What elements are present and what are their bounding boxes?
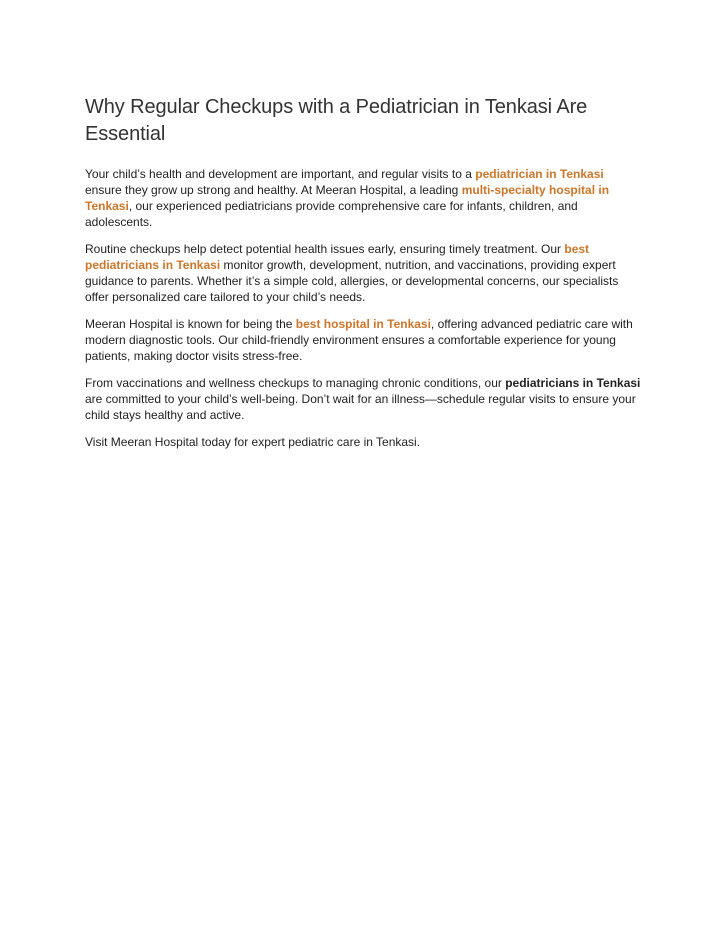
document-page [85, 94, 641, 461]
paragraph-text: Meeran Hospital is known for being the [85, 317, 296, 331]
paragraph-text: ensure they grow up strong and healthy. At Meeran Hospital, a leading [85, 183, 462, 197]
link-pediatrician-in-tenkasi[interactable]: pediatrician in Tenkasi [475, 167, 604, 181]
link-multi-specialty-hospital[interactable]: multi-specialty hospital in Tenkasi [85, 183, 610, 213]
link-best-pediatricians[interactable]: best pediatricians in Tenkasi [85, 242, 590, 272]
paragraph-text: , offering advanced pediatric care with modern diagnostic tools. Our child-friendly environment ensures a comfortable experience for young patients, making doctor visits stress-free. [85, 317, 633, 363]
paragraph-text: monitor growth, development, nutrition, and vaccinations, providing expert guidance to parents. Whether it’s a simple cold, allergies, or developmental concerns, our specialists offer personalized care tailored to your child’s needs. [85, 258, 619, 304]
bold-pediatricians-in-tenkasi: pediatricians in Tenkasi [505, 376, 641, 390]
paragraph-vaccinations [85, 375, 641, 423]
link-best-hospital-in-tenkasi[interactable]: best hospital in Tenkasi [295, 317, 431, 331]
paragraph-text: From vaccinations and wellness checkups to managing chronic conditions, our [85, 376, 506, 390]
paragraph-routine-checkups [85, 241, 641, 305]
paragraph-closing [85, 434, 641, 450]
paragraph-text: Your child’s health and development are important, and regular visits to a [85, 167, 476, 181]
page-title: Why Regular Checkups with a Pediatrician in Tenkasi Are Essential [85, 96, 588, 145]
paragraph-intro [85, 166, 641, 230]
paragraph-text: Visit Meeran Hospital today for expert pediatric care in Tenkasi. [85, 435, 421, 449]
paragraph-best-hospital [85, 316, 641, 364]
paragraph-text: , our experienced pediatricians provide comprehensive care for infants, children, and adolescents. [85, 199, 578, 229]
paragraph-text: Routine checkups help detect potential health issues early, ensuring timely treatment. Our [85, 242, 565, 256]
paragraph-text: are committed to your child’s well-being. Don’t wait for an illness—schedule regular visits to ensure your child stays healthy and active. [85, 392, 636, 422]
